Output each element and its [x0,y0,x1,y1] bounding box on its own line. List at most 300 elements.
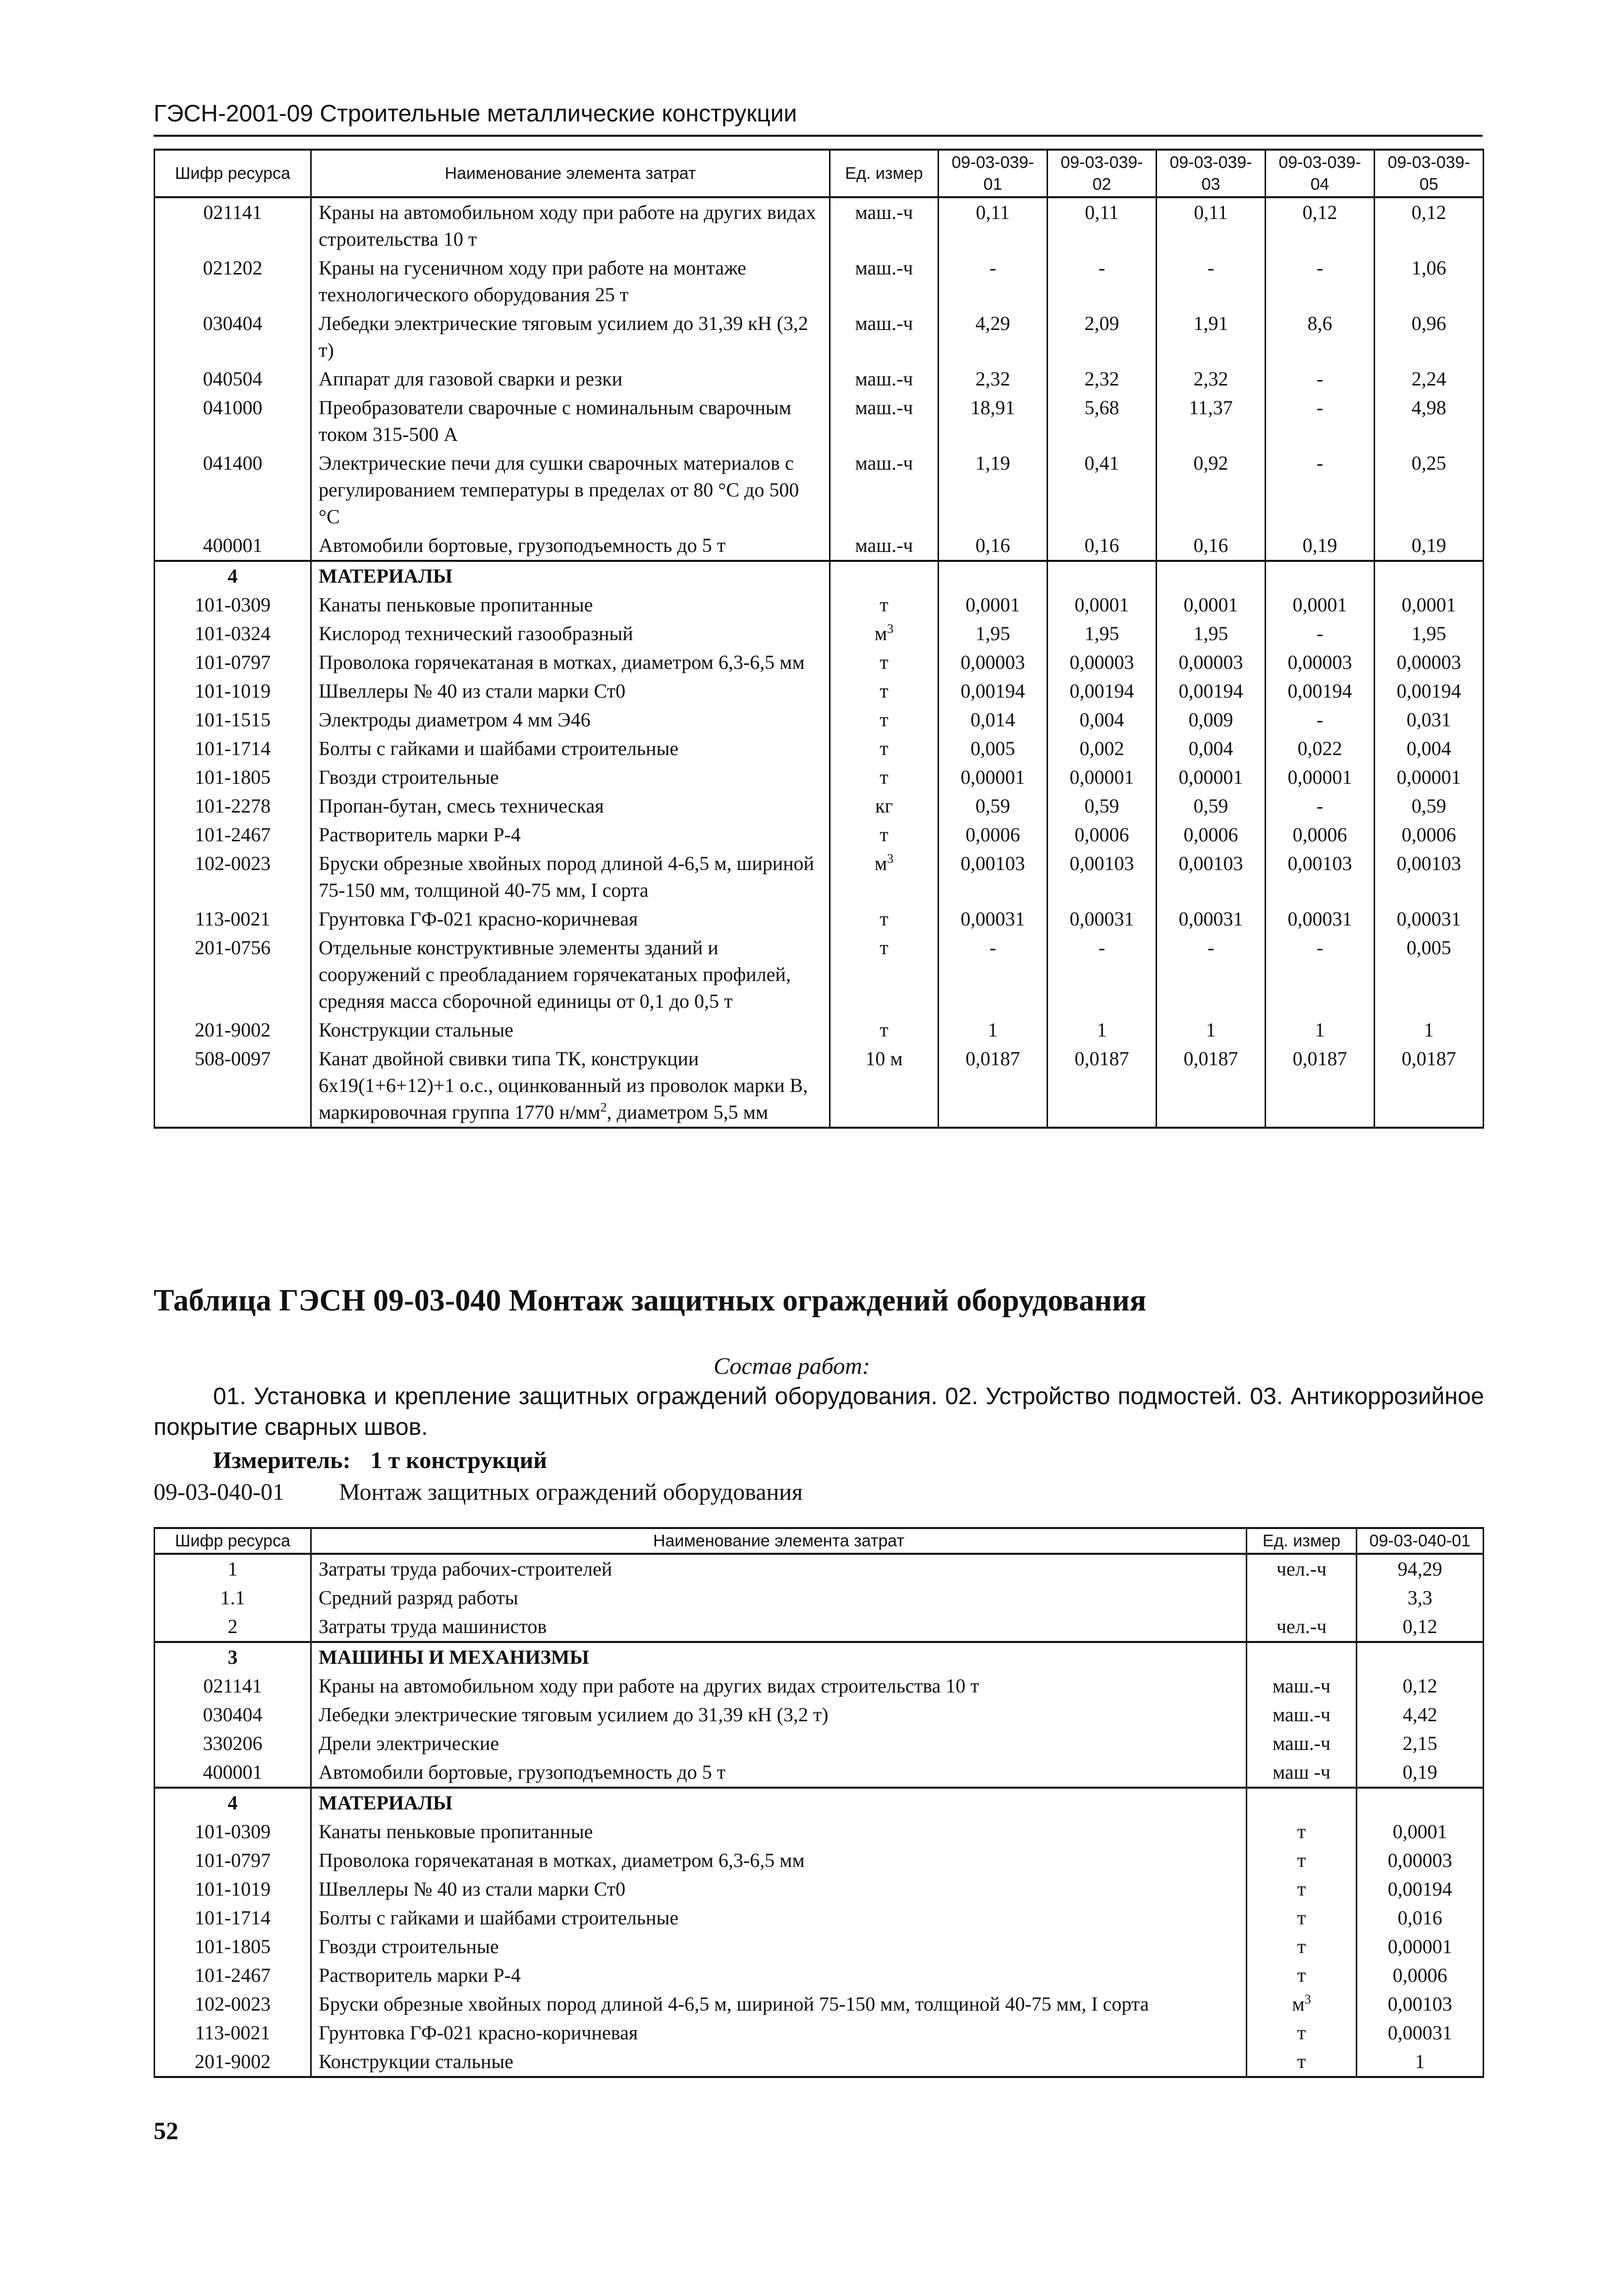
resource-code: 101-2467 [155,820,311,849]
unit-cell [1247,1612,1357,1642]
table-row [155,677,1484,706]
item-name-text: Краны на автомобильном ходу при работе на других видах строительства 10 т [319,201,816,250]
value-cell: 18,91 [939,393,1048,449]
value-cell: 0,00001 [1357,1932,1484,1961]
unit-text: чел.-ч [1276,1558,1327,1580]
table-row [155,1584,1484,1612]
item-name-text: Гвозди строительные [319,766,499,788]
superscript: 2 [600,1100,607,1115]
table-row [155,933,1484,1016]
item-name-text: Краны на гусеничном ходу при работе на монтаже технологического оборудования 25 т [319,257,746,306]
resource-code: 201-9002 [155,1016,311,1044]
value-cell: 0,004 [1375,734,1484,763]
unit-cell [830,197,939,254]
resource-code: 201-0756 [155,933,311,1016]
cost-item-name [311,792,830,820]
value-cell: 2,32 [1157,365,1266,393]
resource-code: 201-9002 [155,2047,311,2077]
cost-item-name [311,197,830,254]
cost-item-name [311,905,830,933]
value-cell: 1 [939,1016,1048,1044]
value-cell: 2,32 [1048,365,1157,393]
value-cell: - [1157,933,1266,1016]
unit-cell [830,1044,939,1128]
superscript: 3 [887,851,894,866]
value-cell: 0,031 [1375,706,1484,734]
unit-cell [1247,2047,1357,2077]
value-cell: 0,0006 [1048,820,1157,849]
empty-cell [1247,1642,1357,1672]
header-col: 09-03-039-03 [1157,150,1266,197]
resource-code: 113-0021 [155,2019,311,2047]
item-name-text: Конструкции стальные [319,1019,514,1041]
unit-text: маш.-ч [855,201,913,223]
table-row [155,2047,1484,2077]
unit-text: т [1297,1964,1306,1986]
value-cell: - [1266,933,1375,1016]
unit-cell [830,792,939,820]
value-cell: 0,00194 [939,677,1048,706]
value-cell: 0,004 [1157,734,1266,763]
page-number: 52 [154,2117,178,2144]
value-cell: 0,0001 [1375,591,1484,619]
table-row [155,1044,1484,1128]
value-cell: - [1048,254,1157,309]
value-cell: - [1266,449,1375,531]
unit-text: маш.-ч [855,368,913,390]
value-cell: 94,29 [1357,1554,1484,1584]
unit-cell [1247,1554,1357,1584]
value-cell: 0,19 [1357,1758,1484,1788]
cost-item-name: Проволока горячекатаная в мотках, диаметром 6,3-6,5 мм [311,1846,1247,1875]
unit-cell [830,648,939,677]
cost-item-name [311,365,830,393]
unit-cell [1247,1990,1357,2019]
table-row [155,197,1484,254]
unit-text: т [1297,1849,1306,1871]
item-name-text: Автомобили бортовые, грузоподъемность до 5 т [319,534,726,556]
value-cell: 0,00194 [1266,677,1375,706]
value-cell: 0,0001 [939,591,1048,619]
value-cell: 0,0001 [1157,591,1266,619]
value-cell: 0,00031 [939,905,1048,933]
table-row [155,1554,1484,1584]
header-rule [154,135,1483,137]
cost-item-name: Средний разряд работы [311,1584,1247,1612]
value-cell: 4,29 [939,309,1048,365]
value-cell: 0,00103 [939,849,1048,905]
value-cell: - [1048,933,1157,1016]
table-row [155,1758,1484,1788]
cost-item-name: Канаты пеньковые пропитанные [311,1817,1247,1846]
unit-cell [830,309,939,365]
unit-text: т [880,709,888,731]
item-name-text: Электрические печи для сушки сварочных материалов с регулированием температуры в пределах от 80 °С до 500 °С [319,452,799,528]
value-cell: 0,00194 [1357,1875,1484,1904]
table-row [155,365,1484,393]
table-row [155,393,1484,449]
value-cell: 1 [1048,1016,1157,1044]
header-col: 09-03-039-05 [1375,150,1484,197]
table-row [155,763,1484,792]
meter-line [213,1446,547,1476]
unit-cell [830,820,939,849]
cost-item-name: Лебедки электрические тяговым усилием до 31,39 кН (3,2 т) [311,1700,1247,1729]
unit-cell [830,734,939,763]
unit-text: т [1297,1935,1306,1958]
resource-code: 101-0324 [155,619,311,648]
table-row [155,1672,1484,1700]
unit-cell [1247,1817,1357,1846]
header-unit: Ед. измер [1247,1528,1357,1554]
empty-cell [1357,1642,1484,1672]
value-cell: 0,00103 [1048,849,1157,905]
machines-section [155,197,1484,561]
unit-text: маш.-ч [855,452,913,474]
resource-code: 400001 [155,1758,311,1788]
item-name-text: Растворитель марки Р-4 [319,823,521,846]
value-cell: 1,91 [1157,309,1266,365]
cost-item-name: Затраты труда машинистов [311,1612,1247,1642]
table-row [155,849,1484,905]
table-row [155,2019,1484,2047]
cost-item-name [311,648,830,677]
value-cell: 0,00003 [1048,648,1157,677]
section-heading-row [155,1788,1484,1817]
value-cell: 0,59 [939,792,1048,820]
resource-code: 101-2467 [155,1961,311,1990]
unit-text: м [874,852,887,875]
section-title: МАТЕРИАЛЫ [311,561,830,591]
table-row [155,706,1484,734]
resource-code: 101-0797 [155,648,311,677]
value-cell: 0,002 [1048,734,1157,763]
cost-item-name: Болты с гайками и шайбами строительные [311,1904,1247,1932]
value-cell: 0,00001 [1266,763,1375,792]
value-cell: - [1266,792,1375,820]
running-header: ГЭСН-2001-09 Строительные металлические конструкции [154,101,797,127]
value-cell: 1,95 [1375,619,1484,648]
unit-text: т [1297,1878,1306,1900]
resource-code: 021141 [155,1672,311,1700]
cost-item-name [311,763,830,792]
value-cell: 0,00031 [1357,2019,1484,2047]
value-cell: - [939,254,1048,309]
unit-text: маш -ч [1272,1761,1331,1783]
cost-item-name [311,706,830,734]
cost-item-name: Швеллеры № 40 из стали марки Ст0 [311,1875,1247,1904]
value-cell: 0,00031 [1157,905,1266,933]
header-col: 09-03-039-02 [1048,150,1157,197]
value-cell: 1,95 [1157,619,1266,648]
unit-cell [1247,1932,1357,1961]
empty-cell [1375,561,1484,591]
empty-cell [1266,561,1375,591]
value-cell: 0,00003 [1157,648,1266,677]
table-row [155,1961,1484,1990]
section-title: МАТЕРИАЛЫ [311,1788,1247,1817]
value-cell: 1 [1266,1016,1375,1044]
value-cell: 0,0187 [1375,1044,1484,1128]
cost-item-name [311,734,830,763]
value-cell: - [939,933,1048,1016]
unit-text: маш.-ч [1272,1675,1331,1697]
value-cell: 0,00003 [1375,648,1484,677]
table-header-row [155,150,1484,197]
value-cell: 0,00103 [1266,849,1375,905]
resource-code: 021202 [155,254,311,309]
value-cell: - [1266,365,1375,393]
value-cell: 0,59 [1048,792,1157,820]
item-name-text: Аппарат для газовой сварки и резки [319,368,623,390]
value-cell: 0,0001 [1357,1817,1484,1846]
item-name-text: Канат двойной свивки типа ТК, конструкции 6х19(1+6+12)+1 о.с., оцинкованный из проволок марки В, маркировочная группа 1770 н/мм [319,1047,808,1123]
unit-text: т [880,823,888,846]
value-cell: 2,32 [939,365,1048,393]
unit-cell [830,393,939,449]
work-composition-heading: Состав работ: [714,1353,870,1379]
unit-text: т [880,594,888,616]
value-cell: 0,00194 [1157,677,1266,706]
resource-code: 101-2278 [155,792,311,820]
value-cell: 1 [1357,2047,1484,2077]
unit-cell [1247,1961,1357,1990]
value-cell: 0,0006 [1266,820,1375,849]
resource-code: 030404 [155,309,311,365]
resource-code: 101-1805 [155,1932,311,1961]
subtable-title: Монтаж защитных ограждений оборудования [338,1479,803,1505]
value-cell: 0,00031 [1048,905,1157,933]
unit-text: т [880,651,888,673]
value-cell: 8,6 [1266,309,1375,365]
cost-item-name [311,254,830,309]
table-row [155,1990,1484,2019]
value-cell: 0,0187 [1048,1044,1157,1128]
empty-cell [1157,561,1266,591]
unit-text: маш.-ч [855,312,913,334]
value-cell: - [1266,619,1375,648]
value-cell: - [1266,393,1375,449]
cost-item-name: Гвозди строительные [311,1932,1247,1961]
section-number: 4 [155,561,311,591]
item-name-tail: , диаметром 5,5 мм [607,1101,769,1123]
value-cell: 0,005 [939,734,1048,763]
empty-cell [939,561,1048,591]
materials-section [155,561,1484,1128]
value-cell: 0,59 [1375,792,1484,820]
resource-code: 101-1515 [155,706,311,734]
unit-cell [830,591,939,619]
value-cell: 4,42 [1357,1700,1484,1729]
header-name: Наименование элемента затрат [311,1528,1247,1554]
section-title: МАШИНЫ И МЕХАНИЗМЫ [311,1642,1247,1672]
value-cell: 0,16 [1048,531,1157,561]
unit-text: маш.-ч [855,534,913,556]
table-row [155,905,1484,933]
value-cell: 0,00194 [1375,677,1484,706]
unit-text: т [1297,2050,1306,2073]
unit-cell [1247,1729,1357,1758]
item-name-text: Кислород технический газообразный [319,622,633,645]
table-row [155,648,1484,677]
unit-text: м [874,622,887,645]
value-cell: - [1266,254,1375,309]
value-cell: - [1266,706,1375,734]
table-row [155,449,1484,531]
header-col: 09-03-039-01 [939,150,1048,197]
section-number: 3 [155,1642,311,1672]
value-cell: - [1157,254,1266,309]
table-row [155,1875,1484,1904]
unit-cell [830,849,939,905]
value-cell: 0,00003 [939,648,1048,677]
unit-text: т [880,936,888,959]
unit-text: чел.-ч [1276,1615,1327,1638]
value-cell: 0,00031 [1375,905,1484,933]
resource-code: 021141 [155,197,311,254]
unit-text: т [880,908,888,930]
value-cell: 0,19 [1375,531,1484,561]
item-name-text: Канаты пеньковые пропитанные [319,594,593,616]
value-cell: 0,004 [1048,706,1157,734]
section-heading-row [155,561,1484,591]
cost-item-name [311,677,830,706]
unit-text: маш.-ч [855,396,913,419]
cost-table-040 [154,1527,1484,2078]
cost-table-039 [154,149,1484,1129]
resource-code: 101-1019 [155,677,311,706]
value-cell: 0,00031 [1266,905,1375,933]
subtable-code: 09-03-040-01 [154,1479,284,1505]
unit-text: т [880,737,888,760]
value-cell: 0,00001 [1157,763,1266,792]
cost-item-name [311,619,830,648]
resource-code: 102-0023 [155,1990,311,2019]
resource-code: 030404 [155,1700,311,1729]
table-row [155,1846,1484,1875]
value-cell: 0,11 [1157,197,1266,254]
value-cell: 0,12 [1357,1672,1484,1700]
value-cell: 0,12 [1266,197,1375,254]
header-unit: Ед. измер [830,150,939,197]
resource-code: 040504 [155,365,311,393]
table-row [155,1932,1484,1961]
value-cell: 1,19 [939,449,1048,531]
value-cell: 3,3 [1357,1584,1484,1612]
cost-item-name [311,449,830,531]
cost-item-name [311,591,830,619]
unit-text: маш.-ч [1272,1703,1331,1726]
unit-text: 10 м [865,1047,903,1070]
item-name-text: Пропан-бутан, смесь техническая [319,795,604,817]
unit-text: маш.-ч [855,257,913,279]
resource-code: 102-0023 [155,849,311,905]
table-row [155,734,1484,763]
cost-item-name: Грунтовка ГФ-021 красно-коричневая [311,2019,1247,2047]
unit-cell [1247,2019,1357,2047]
resource-code: 101-0797 [155,1846,311,1875]
value-cell: 2,09 [1048,309,1157,365]
value-cell: 2,15 [1357,1729,1484,1758]
resource-code: 101-0309 [155,591,311,619]
value-cell: 0,022 [1266,734,1375,763]
unit-cell [830,619,939,648]
value-cell: 0,12 [1375,197,1484,254]
table-row [155,619,1484,648]
value-cell: 0,16 [939,531,1048,561]
superscript: 3 [887,621,894,636]
header-col: 09-03-039-04 [1266,150,1375,197]
item-name-text: Отдельные конструктивные элементы зданий и сооружений с преобладанием горячекатаных профилей, средняя масса сборочной единицы от 0,1 до 0,5 т [319,936,791,1012]
unit-cell [830,905,939,933]
empty-cell [1048,561,1157,591]
item-name-text: Лебедки электрические тяговым усилием до 31,39 кН (3,2 т) [319,312,808,361]
labor-section [155,1554,1484,1642]
value-cell: 0,59 [1157,792,1266,820]
resource-code: 101-1019 [155,1875,311,1904]
cost-item-name [311,933,830,1016]
resource-code: 101-1714 [155,734,311,763]
table-row [155,254,1484,309]
section-number: 4 [155,1788,311,1817]
value-cell: 0,96 [1375,309,1484,365]
value-cell: 0,12 [1357,1612,1484,1642]
unit-cell [1247,1584,1357,1612]
unit-text: т [880,1019,888,1041]
cost-item-name [311,393,830,449]
cost-item-name [311,531,830,561]
cost-item-name [311,1016,830,1044]
value-cell: 11,37 [1157,393,1266,449]
table-row [155,792,1484,820]
cost-item-name: Дрели электрические [311,1729,1247,1758]
value-cell: 0,00001 [939,763,1048,792]
table-row [155,820,1484,849]
cost-item-name: Автомобили бортовые, грузоподъемность до 5 т [311,1758,1247,1788]
cost-item-name [311,309,830,365]
value-cell: 0,00001 [1375,763,1484,792]
resource-code: 101-1714 [155,1904,311,1932]
value-cell: 0,92 [1157,449,1266,531]
resource-code: 508-0097 [155,1044,311,1128]
table-row [155,309,1484,365]
value-cell: 1 [1157,1016,1266,1044]
value-cell: 0,00103 [1357,1990,1484,2019]
item-name-text: Преобразователи сварочные с номинальным сварочным током 315-500 А [319,396,791,445]
resource-code: 1 [155,1554,311,1584]
value-cell: 0,014 [939,706,1048,734]
value-cell: 0,0006 [1157,820,1266,849]
unit-text: маш.-ч [1272,1732,1331,1754]
resource-code: 330206 [155,1729,311,1758]
value-cell: 0,00103 [1157,849,1266,905]
meter-value: 1 т конструкций [370,1447,547,1474]
value-cell: 4,98 [1375,393,1484,449]
item-name-text: Грунтовка ГФ-021 красно-коричневая [319,908,638,930]
table-header-row [155,1528,1484,1554]
resource-code: 041000 [155,393,311,449]
table-row [155,591,1484,619]
value-cell: 5,68 [1048,393,1157,449]
table-row [155,1904,1484,1932]
item-name-text: Проволока горячекатаная в мотках, диаметром 6,3-6,5 мм [319,651,805,673]
value-cell: 0,0006 [1357,1961,1484,1990]
resource-code: 101-0309 [155,1817,311,1846]
cost-item-name: Конструкции стальные [311,2047,1247,2077]
cost-item-name [311,820,830,849]
unit-text: т [1297,1907,1306,1929]
table-row [155,1729,1484,1758]
